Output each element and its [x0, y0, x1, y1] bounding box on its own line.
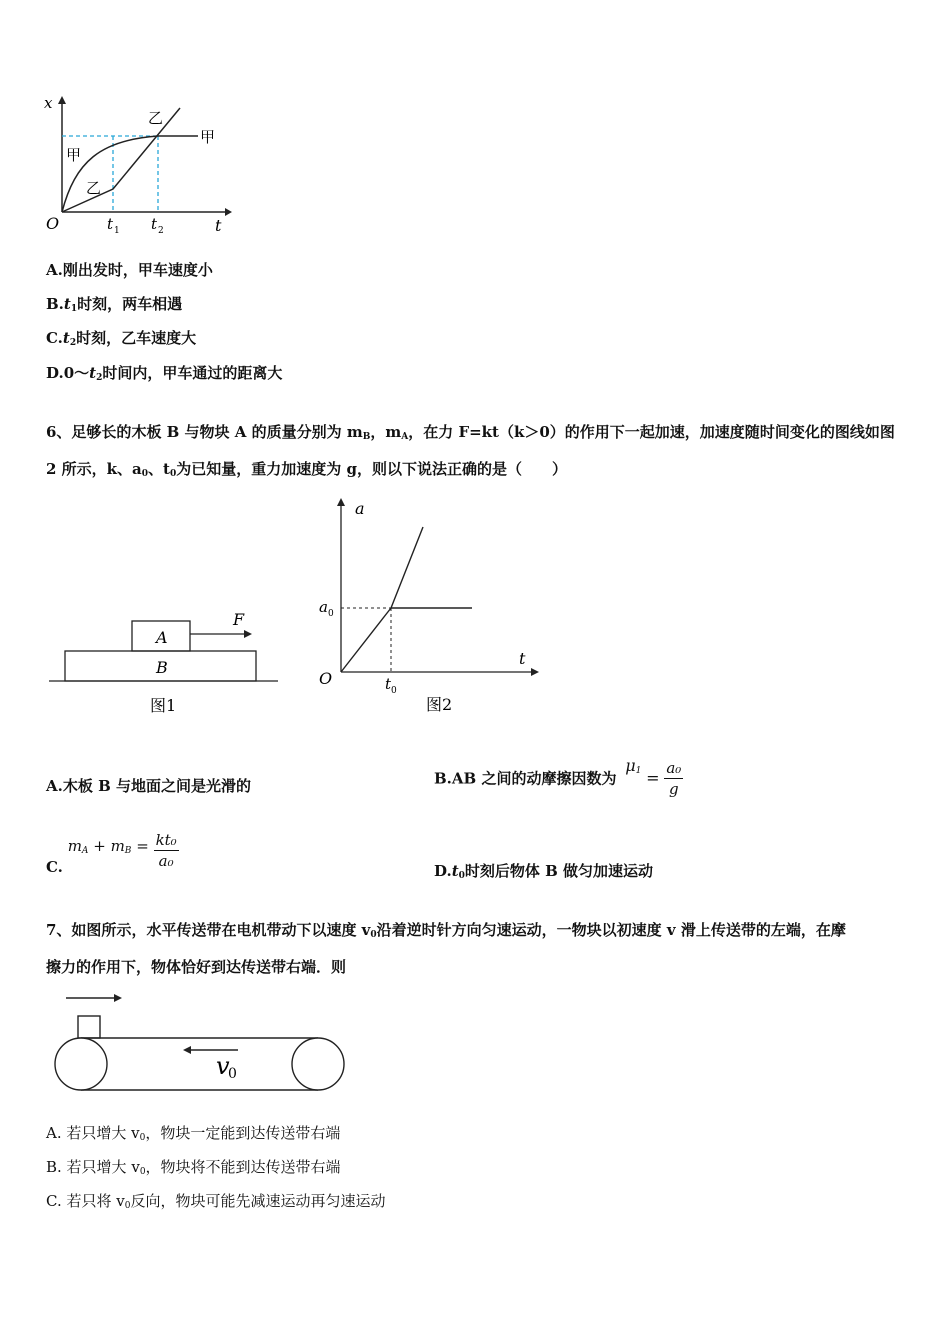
q5-xt-graph — [40, 92, 240, 237]
jia-label-curve: 甲 — [66, 146, 82, 164]
q6-option-c: C. $m_A + m_B$ = $\frac{\text{kt₀}}{\text{a₀}}$ — [46, 831, 177, 876]
q6-option-b: B.AB 之间的动摩擦因数为 $\mu_1$ = $\frac{\text{a₀}}{g}$ — [434, 756, 682, 798]
jia-label-right: 甲 — [200, 128, 216, 146]
origin-label: O — [319, 669, 333, 688]
v0-label: v — [216, 1052, 230, 1080]
t1-label: t — [107, 215, 114, 233]
right-roller — [292, 1038, 344, 1090]
a0-label: a — [319, 598, 328, 616]
q5-option-d: $D.0\sim t_2$时间内，甲车通过的距离大 — [46, 364, 283, 383]
board-b-label: B — [156, 658, 168, 677]
block — [78, 1016, 100, 1038]
q6-stem-line1: 6、足够长的木板 B 与物块 A 的质量分别为 $m_B$，$m_A$，在力 F=kt（k＞0）的作用下一起加速，加速度随时间变化的图线如图 — [46, 423, 895, 442]
t2-label: t — [151, 215, 158, 233]
x-axis-label: x — [44, 94, 53, 112]
q5-option-b: $B.t_1$时刻，两车相遇 — [46, 295, 183, 314]
q6-fig2-at-graph — [315, 492, 545, 717]
q7-option-b: B. 若只增大 $v_0$，物块将不能到达传送带右端 — [46, 1158, 341, 1177]
q5-option-c: $C.t_2$时刻，乙车速度大 — [46, 329, 197, 348]
left-roller — [55, 1038, 107, 1090]
t0-label: t — [385, 675, 392, 693]
jia-curve — [62, 136, 198, 212]
origin-label: O — [46, 214, 60, 233]
t-axis-label: t — [519, 649, 526, 668]
q7-stem-line2: 擦力的作用下，物体恰好到达传送带右端．则 — [46, 958, 347, 976]
svg-text:0: 0 — [391, 686, 397, 696]
yi-label-left: 乙 — [86, 179, 102, 197]
svg-text:0: 0 — [228, 1066, 237, 1082]
fig2-caption: 图2 — [426, 695, 453, 714]
q5-option-a: A.刚出发时，甲车速度小 — [46, 261, 213, 279]
q6-stem-line2: 2 所示，k、$a_0$、$t_0$为已知量，重力加速度为 g，则以下说法正确的是（ ） — [46, 460, 567, 479]
block-a-label: A — [156, 628, 168, 647]
force-label: F — [233, 610, 245, 629]
svg-text:0: 0 — [328, 609, 334, 619]
t-axis-label: t — [215, 216, 222, 235]
yi-label-top: 乙 — [148, 109, 164, 127]
q7-option-a: A. 若只增大 $v_0$，物块一定能到达传送带右端 — [46, 1124, 341, 1143]
svg-text:2: 2 — [158, 226, 164, 236]
svg-text:1: 1 — [114, 226, 120, 236]
a-axis-label: a — [355, 499, 365, 518]
q7-option-c: C. 若只将 $v_0$反向，物块可能先减速运动再匀速运动 — [46, 1192, 386, 1211]
q6-option-d: $D.t_0$时刻后物体 B 做匀加速运动 — [434, 862, 654, 881]
q6-fig1-blocks — [46, 605, 286, 720]
fig1-caption: 图1 — [150, 696, 177, 715]
q7-stem-line1: 7、如图所示，水平传送带在电机带动下以速度 $v_0$沿着逆时针方向匀速运动，一物块以初速度 v 滑上传送带的左端，在摩 — [46, 921, 846, 940]
q7-conveyor-figure — [46, 988, 356, 1098]
q6-option-a: A.木板 B 与地面之间是光滑的 — [46, 777, 251, 795]
